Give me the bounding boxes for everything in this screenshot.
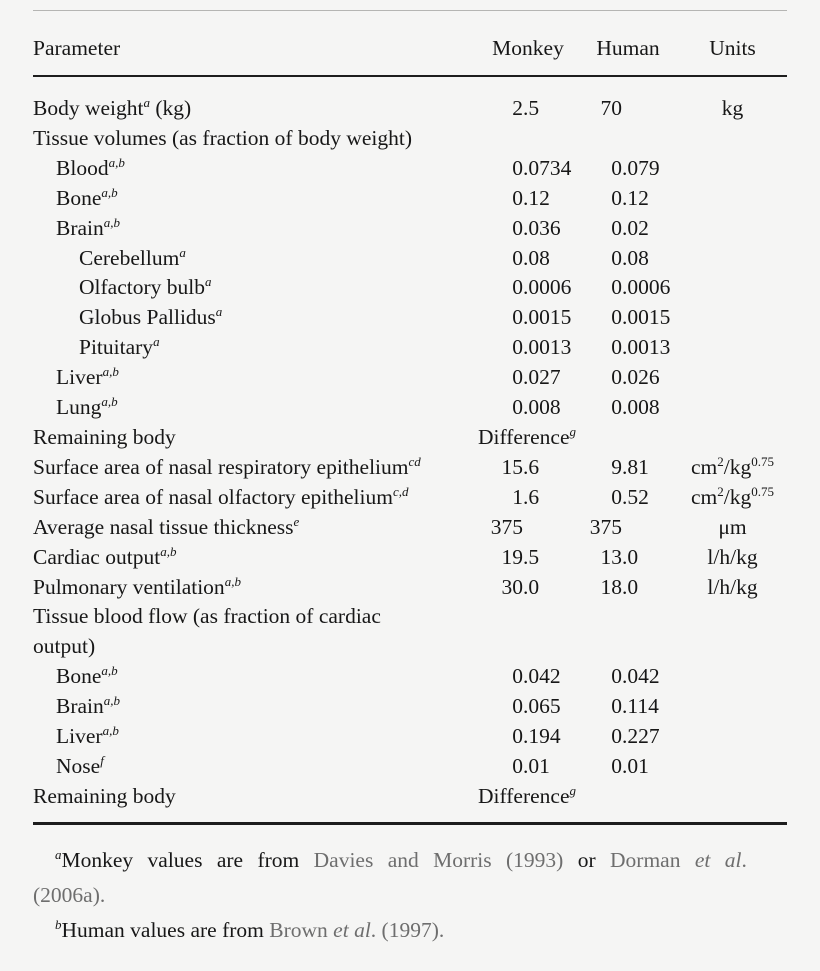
monkey-value-cell: 0.12 [512,185,550,210]
citation-link[interactable]: (2006a). [33,883,106,907]
superscript-marker: a,b [101,393,118,409]
param-cell [33,662,478,692]
citation-link[interactable]: Brown [269,918,334,942]
param-cell [33,752,478,782]
text-segment: Remaining body [33,424,176,449]
text-segment: Surface area of nasal respiratory epithelium [33,454,409,479]
text-segment: Blood [56,155,109,180]
param-cell [33,543,478,573]
human-value-cell: 375 [589,514,622,539]
superscript-marker: a,b [102,722,119,738]
footnote-line [33,878,789,913]
text-segment: Tissue volumes (as fraction of body weight) [33,125,412,150]
table-header [33,0,787,76]
table-row [33,483,787,513]
human-value-cell: 0.026 [611,365,660,390]
citation-link[interactable]: . [741,848,747,872]
superscript-marker: a [204,274,212,290]
param-cell [33,303,478,333]
text-segment: Liver [56,365,103,390]
param-cell [33,184,478,214]
human-value-cell: 0.08 [611,245,649,270]
text-segment: Bone [56,664,102,689]
human-value-cell: 0.52 [611,484,649,509]
param-cell [33,782,478,812]
text-segment: Cardiac output [33,544,161,569]
units-cell [678,154,787,184]
superscript-marker: a [215,304,223,320]
table-row [33,393,787,423]
param-cell [33,453,478,483]
text-segment: l/h/kg [707,574,758,599]
monkey-value-cell: 0.027 [512,365,561,390]
text-segment: μm [718,514,747,539]
table-row [33,184,787,214]
text-segment: Pulmonary ventilation [33,574,225,599]
text-segment: Nose [56,753,101,778]
param-cell [33,513,478,543]
monkey-value-cell: 2.5 [512,96,540,120]
superscript-marker: b [55,916,62,932]
units-cell [678,273,787,303]
superscript-marker: g [569,782,577,798]
table-row [33,244,787,274]
table-row [33,602,787,662]
text-segment: output) [33,634,96,659]
table-row [33,453,787,483]
monkey-value-cell: 0.194 [512,724,561,749]
table-row [33,513,787,543]
text-segment: Difference [478,424,570,449]
text-segment: Pituitary [79,335,154,360]
param-cell [33,333,478,363]
human-value-cell: 0.079 [611,155,660,180]
human-value-cell: 0.12 [611,185,649,210]
table-bottom-rule [33,822,787,825]
units-cell [678,573,787,603]
text-segment: Lung [56,395,102,420]
superscript-marker: a [55,846,62,862]
monkey-value-cell: 0.08 [512,245,550,270]
monkey-value-cell: 0.0006 [512,275,572,300]
citation-link[interactable]: et al [333,918,371,942]
column-header-units: Units [678,0,787,76]
parameters-table [33,0,787,812]
units-cell [678,722,787,752]
units-cell [678,662,787,692]
citation-link[interactable]: (1997). [381,918,445,942]
superscript-marker: 2 [717,483,724,499]
text-segment: /kg [723,484,752,509]
spanning-value-cell [478,423,787,453]
param-cell [33,244,478,274]
superscript-marker: e [293,513,300,529]
footnote-line [33,843,789,878]
superscript-marker: 0.75 [751,453,774,469]
human-value-cell: 0.114 [611,694,659,719]
units-cell [678,214,787,244]
table-row [33,752,787,782]
text-segment: Average nasal tissue thickness [33,514,294,539]
human-value-cell: 13.0 [600,544,639,569]
table-row [33,154,787,184]
human-value-cell: 9.81 [611,454,649,479]
param-cell [33,273,478,303]
table-row [33,573,787,603]
monkey-value-cell: 0.0013 [512,335,572,360]
superscript-marker: a [179,244,186,260]
param-cell [33,76,478,124]
superscript-marker: g [569,423,577,439]
param-cell [33,573,478,603]
text-segment: Remaining body [33,783,176,808]
human-value-cell: 0.01 [611,753,649,778]
superscript-marker: a,b [224,573,241,589]
text-segment: Liver [56,724,103,749]
superscript-marker: a,b [102,364,119,379]
units-cell [678,184,787,214]
units-cell [678,543,787,573]
text-segment: cm [690,484,718,509]
superscript-marker: a [143,94,150,110]
text-segment: (kg) [149,96,192,120]
param-cell [33,393,478,423]
text-segment: Tissue blood flow (as fraction of cardiac [33,604,381,629]
units-cell [678,244,787,274]
citation-link[interactable]: . [370,918,377,942]
param-cell [33,722,478,752]
units-cell [678,393,787,423]
header-row [33,0,787,76]
units-cell [678,303,787,333]
text-segment: Human values are from [61,918,270,942]
text-segment: kg [721,96,744,120]
column-header-monkey: Monkey [478,0,578,76]
table-row [33,333,787,363]
text-segment: Olfactory bulb [79,275,205,300]
spanning-value-cell [478,782,787,812]
table-row [33,76,787,124]
citation-link[interactable]: Davies and Morris (1993) [313,848,564,872]
superscript-marker: a [153,334,160,350]
table-row [33,423,787,453]
text-segment: Body weight [33,96,144,120]
footnotes [33,843,789,948]
param-cell [33,154,478,184]
table-row [33,722,787,752]
superscript-marker: a,b [101,184,118,200]
citation-link[interactable]: Dorman [610,848,695,872]
superscript-marker: a,b [103,214,121,230]
footnote-line [33,913,789,948]
human-value-cell: 0.042 [611,664,660,689]
human-value-cell: 0.02 [611,215,649,240]
units-cell [678,333,787,363]
table-row [33,363,787,393]
column-header-parameter: Parameter [33,0,478,76]
text-segment: or [563,848,611,872]
monkey-value-cell: 1.6 [512,484,540,509]
superscript-marker: 2 [717,453,724,469]
human-value-cell: 0.0013 [611,335,671,360]
param-cell [33,423,478,453]
text-segment: Brain [56,215,104,240]
table-row [33,273,787,303]
monkey-value-cell: 0.042 [512,664,561,689]
text-segment: Surface area of nasal olfactory epithelium [33,484,393,509]
units-cell [678,363,787,393]
text-segment: /kg [723,454,752,479]
text-segment: Cerebellum [79,245,180,270]
monkey-value-cell: 0.01 [512,753,550,778]
human-value-cell: 0.008 [611,395,660,420]
text-segment: Brain [56,694,104,719]
human-value-cell: 0.0015 [611,305,671,330]
superscript-marker: a,b [160,543,177,559]
table-row [33,692,787,722]
table-body [33,76,787,812]
units-cell [678,752,787,782]
text-segment: Monkey values are from [61,848,314,872]
table-row [33,662,787,692]
units-cell [678,453,787,483]
monkey-value-cell: 19.5 [501,544,540,569]
units-cell [678,483,787,513]
units-cell [678,513,787,543]
human-value-cell: 18.0 [600,574,639,599]
param-cell [33,602,787,662]
table-row [33,303,787,333]
param-cell [33,214,478,244]
monkey-value-cell: 15.6 [501,454,540,479]
monkey-value-cell: 0.036 [512,215,561,240]
monkey-value-cell: 0.0015 [512,305,572,330]
text-segment: Difference [478,783,570,808]
text-segment: Bone [56,185,102,210]
superscript-marker: 0.75 [751,483,774,499]
units-cell [678,76,787,124]
table-row [33,543,787,573]
table-row [33,214,787,244]
monkey-value-cell: 0.0734 [512,155,572,180]
human-value-cell: 70 [600,96,622,120]
param-cell [33,363,478,393]
monkey-value-cell: 30.0 [501,574,540,599]
citation-link[interactable]: et al [694,848,742,872]
table-row [33,782,787,812]
superscript-marker: c,d [392,483,409,499]
human-value-cell: 0.0006 [611,275,671,300]
text-segment: cm [690,454,718,479]
superscript-marker: a,b [103,692,121,708]
units-cell [678,692,787,722]
monkey-value-cell: 375 [490,514,523,539]
superscript-marker: cd [408,453,421,469]
param-cell [33,483,478,513]
param-cell [33,124,787,154]
table-row [33,124,787,154]
text-segment: Globus Pallidus [79,305,216,330]
column-header-human: Human [578,0,678,76]
superscript-marker: f [100,752,104,768]
monkey-value-cell: 0.008 [512,395,561,420]
param-cell [33,692,478,722]
human-value-cell: 0.227 [611,724,660,749]
monkey-value-cell: 0.065 [512,694,561,719]
text-segment: l/h/kg [707,544,758,569]
superscript-marker: a,b [108,154,125,170]
superscript-marker: a,b [101,663,118,679]
